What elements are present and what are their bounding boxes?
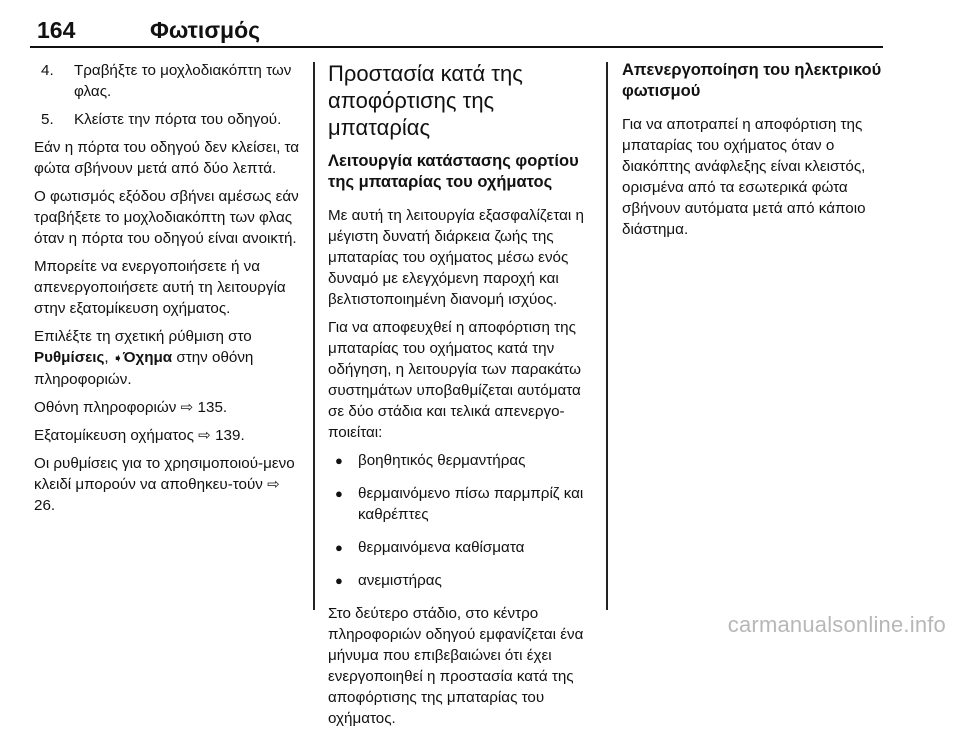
- bullet-icon: ●: [335, 453, 343, 468]
- cross-reference: [34, 397, 302, 418]
- list-item: [328, 483, 596, 525]
- path-arrow-icon: ➧: [112, 351, 123, 365]
- bullet-icon: ●: [335, 486, 343, 501]
- text: Οι ρυθμίσεις για το χρησιμοποιού-μενο κλειδί μπορούν να αποθηκευ-τούν: [34, 455, 295, 493]
- page-ref-arrow-icon: ⇨: [267, 476, 280, 493]
- watermark: carmanualsonline.info: [727, 612, 946, 637]
- menu-path-settings: Ρυθμίσεις: [34, 349, 105, 366]
- list-item: [34, 109, 302, 130]
- bullet-icon: ●: [335, 540, 343, 555]
- cross-reference: [34, 425, 302, 446]
- list-text: θερμαινόμενο πίσω παρμπρίζ και καθρέπτες: [358, 485, 584, 523]
- paragraph: Για να αποφευχθεί η αποφόρτιση της μπαταρίας του οχήματος κατά την οδήγηση, η λειτουργία των παρακάτω συστημάτων υποβαθμίζεται αυτόματα σε δύο στάδια και τελικά απενεργο-ποιείται:: [328, 319, 581, 441]
- page-header: [30, 12, 883, 48]
- column-middle: [328, 60, 596, 736]
- paragraph: Εάν η πόρτα του οδηγού δεν κλείσει, τα φώτα σβήνουν μετά από δύο λεπτά.: [34, 139, 300, 177]
- list-item: [328, 450, 596, 471]
- paragraph: [34, 453, 302, 516]
- list-number: 4.: [41, 62, 54, 79]
- list-item: [328, 570, 596, 591]
- bullet-icon: ●: [335, 573, 343, 588]
- reference-text: Οθόνη πληροφοριών: [34, 399, 177, 416]
- page-ref-arrow-icon: ⇨: [180, 399, 194, 416]
- subsection-heading: Λειτουργία κατάστασης φορτίου της μπαταρίας του οχήματος: [328, 152, 579, 191]
- subsection-heading: Απενεργοποίηση του ηλεκτρικού φωτισμού: [622, 61, 882, 100]
- reference-page: 135.: [197, 399, 228, 416]
- list-number: 5.: [41, 111, 54, 128]
- paragraph: Μπορείτε να ενεργοποιήσετε ή να απενεργοποιήσετε αυτή τη λειτουργία στην εξατομίκευση οχήματος.: [34, 258, 286, 317]
- paragraph: Για να αποτραπεί η αποφόρτιση της μπαταρίας του οχήματος όταν ο διακόπτης ανάφλεξης είναι κλειστός, ορισμένα από τα εσωτερικά φώτα σβήνουν αυτόματα μετά από κάποιο διάστημα.: [622, 116, 866, 238]
- paragraph: Ο φωτισμός εξόδου σβήνει αμέσως εάν τραβήξετε το μοχλοδιακόπτη των φλας όταν η πόρτα του οδηγού είναι ανοικτή.: [34, 188, 299, 247]
- section-title: Φωτισμός: [150, 17, 261, 43]
- section-heading: Προστασία κατά της αποφόρτισης της μπαταρίας: [328, 61, 523, 140]
- paragraph: Στο δεύτερο στάδιο, στο κέντρο πληροφοριών οδηγού εμφανίζεται ένα μήνυμα που επιβεβαιώνει ότι έχει ενεργοποιηθεί η προστασία κατά της αποφόρτισης της μπαταρίας του οχήματος.: [328, 605, 584, 727]
- menu-path-vehicle: Όχημα: [122, 349, 173, 366]
- reference-text: Εξατομίκευση οχήματος: [34, 427, 194, 444]
- text: στην οθόνη πληροφοριών.: [34, 349, 254, 388]
- paragraph-settings-path: [34, 326, 302, 390]
- list-text: Τραβήξτε το μοχλοδιακόπτη των φλας.: [74, 62, 292, 100]
- column-divider: [313, 62, 315, 610]
- list-item: [34, 60, 302, 102]
- column-divider: [606, 62, 608, 610]
- page-ref-arrow-icon: ⇨: [198, 427, 211, 444]
- reference-page: 139.: [215, 427, 245, 444]
- paragraph: Με αυτή τη λειτουργία εξασφαλίζεται η μέγιστη δυνατή διάρκεια ζωής της μπαταρίας του οχήματος μέσω ενός δυναμό με ελεγχόμενη παροχή και βελτιστοποιημένη διανομή ισχύος.: [328, 207, 584, 308]
- list-text: θερμαινόμενα καθίσματα: [358, 539, 525, 556]
- separator: ,: [104, 349, 109, 366]
- list-text: ανεμιστήρας: [358, 572, 442, 589]
- page-number: 164: [37, 17, 76, 43]
- list-item: [328, 537, 596, 558]
- column-right: [622, 60, 890, 247]
- reference-page: 26.: [34, 497, 56, 514]
- text: Επιλέξτε τη σχετική ρύθμιση στο: [34, 328, 252, 345]
- list-text: βοηθητικός θερμαντήρας: [358, 452, 526, 469]
- list-text: Κλείστε την πόρτα του οδηγού.: [74, 111, 282, 128]
- column-left: [34, 60, 302, 523]
